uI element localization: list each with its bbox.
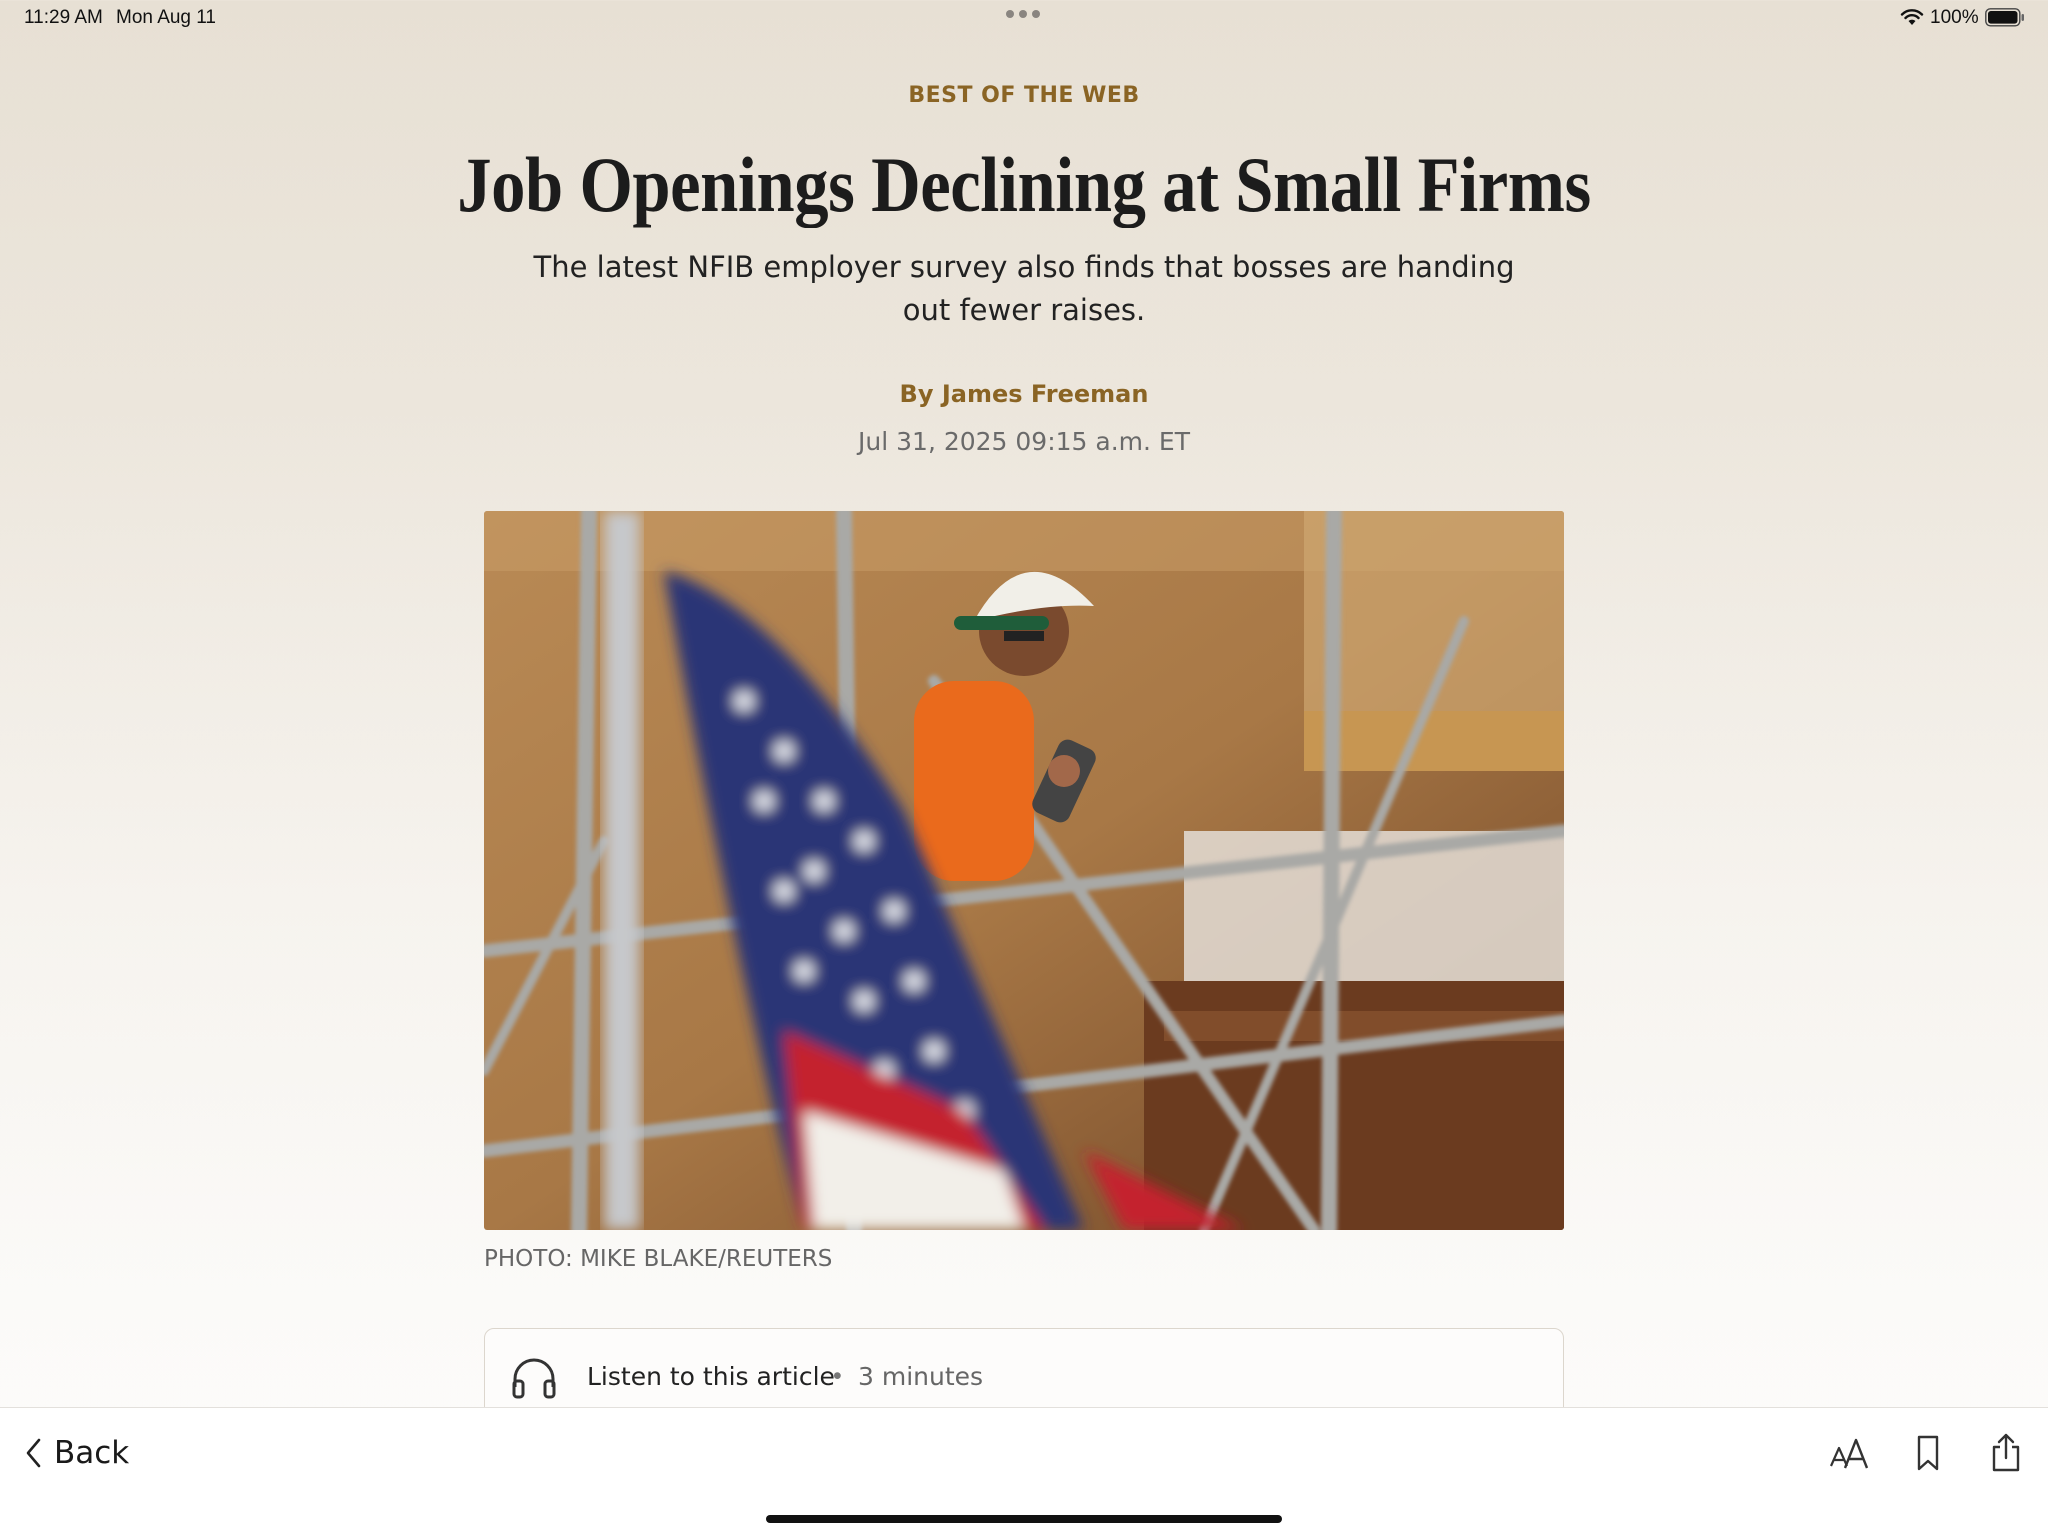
home-indicator[interactable] [766,1515,1282,1523]
status-time: 11:29 AM [24,7,103,28]
multitasking-menu-icon[interactable] [1006,10,1040,18]
listen-label: Listen to this article [587,1362,835,1391]
share-icon[interactable] [1986,1432,2026,1474]
article-byline[interactable]: By James Freeman [899,380,1149,408]
back-button[interactable] [24,1428,129,1478]
article-date: Jul 31, 2025 09:15 a.m. ET [858,427,1190,456]
back-label: Back [54,1435,130,1471]
headphones-icon [511,1355,557,1399]
bookmark-icon[interactable] [1908,1432,1948,1474]
photo-caption: PHOTO: MIKE BLAKE/REUTERS [484,1246,833,1272]
status-bar [0,0,2048,36]
article-headline: Job Openings Declining at Small Firms [457,141,1591,228]
text-size-icon[interactable] [1829,1432,1869,1474]
article-kicker[interactable]: BEST OF THE WEB [908,83,1140,108]
listen-separator: • [833,1362,842,1390]
article-dek: The latest NFIB employer survey also finds that bosses are handing out fewer raises. [533,250,1515,327]
listen-duration: 3 minutes [858,1362,984,1391]
battery-percentage: 100% [1930,7,1979,28]
bottom-toolbar [0,1407,2048,1536]
battery-icon [1985,8,2025,27]
chevron-left-icon [24,1437,44,1469]
article-photo[interactable] [484,511,1564,1230]
construction-photo-illustration [484,511,1564,1230]
status-date: Mon Aug 11 [116,7,217,28]
wifi-icon [1900,8,1924,26]
